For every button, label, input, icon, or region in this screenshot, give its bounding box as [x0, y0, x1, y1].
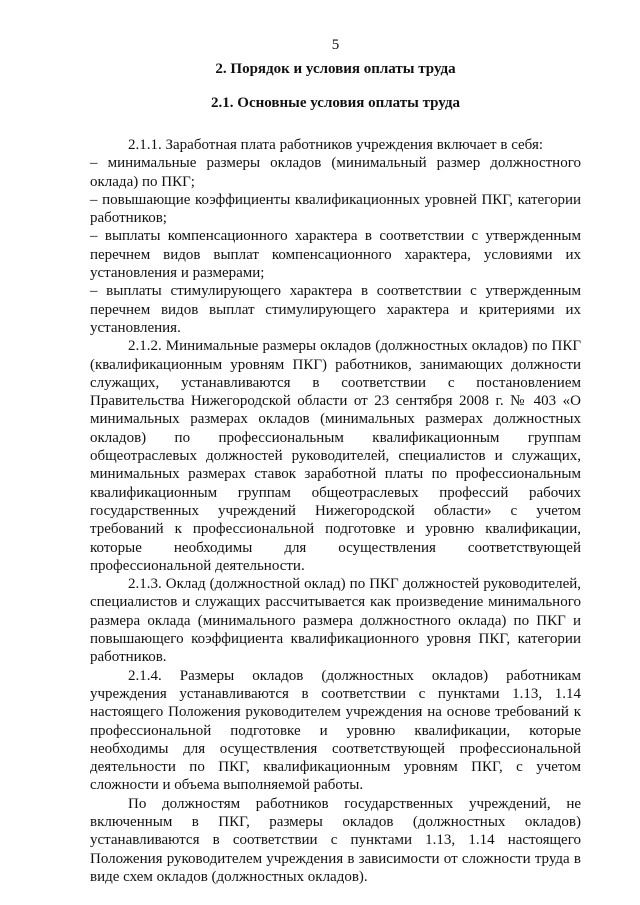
page-number: 5 — [331, 37, 340, 53]
paragraph-2-1-3: 2.1.3. Оклад (должностной оклад) по ПКГ должностей руководителей, специалистов и служащих рассчитывается как произведение минимального размера оклада (минимального размера должностного оклада) по ПКГ и повышающего коэффициента квалификационного уровня ПКГ, категории работников. — [90, 576, 581, 666]
list-item-minimal-salaries: – минимальные размеры окладов (минимальный размер должностного оклада) по ПКГ; — [90, 155, 581, 190]
paragraph-non-pkg-positions: По должностям работников государственных учреждений, не включенным в ПКГ, размеры окладов (должностных окладов) устанавливаются в соответствии с пунктами 1.13, 1.14 настоящего Положения руководителем учреждения в зависимости от сложности труда в виде схем окладов (должностных окладов). — [90, 795, 581, 885]
list-item-coefficients: – повышающие коэффициенты квалификационных уровней ПКГ, категории работников; — [90, 191, 581, 227]
document-page — [90, 36, 581, 886]
list-item-compensation-payments: – выплаты компенсационного характера в соответствии с утвержденным перечнем видов выплат компенсационного характера, условиями их установления и размерами; — [90, 228, 581, 282]
list-item-incentive-payments: – выплаты стимулирующего характера в соответствии с утвержденным перечнем видов выплат стимулирующего характера и критериями их установления. — [90, 283, 581, 336]
subsection-title: 2.1. Основные условия оплаты труда — [211, 95, 460, 111]
paragraph-2-1-1: 2.1.1. Заработная плата работников учреждения включает в себя: — [128, 137, 544, 153]
section-title: 2. Порядок и условия оплаты труда — [215, 61, 456, 77]
paragraph-2-1-2: 2.1.2. Минимальные размеры окладов (должностных окладов) по ПКГ (квалификационным уровням ПКГ) работников, занимающих должности служащих, устанавливаются в соответствии с постановлением Правительства Нижегородской области от 23 сентября 2008 г. № 403 «О минимальных размерах окладов (минимальных размерах должностных окладов) по профессиональным квалификационным группам общеотраслевых должностей руководителей, специалистов и служащих, минимальных размерах ставок заработной платы по профессиональным квалификационным группам общеотраслевых профессий рабочих государственных учреждений Нижегородской области» с учетом требований к профессиональной подготовке и уровню квалификации, которые необходимы для осуществления соответствующей профессиональной деятельности. — [90, 338, 581, 574]
paragraph-2-1-4: 2.1.4. Размеры окладов (должностных окладов) работникам учреждения устанавливаются в соответствии с пунктами 1.13, 1.14 настоящего Положения руководителем учреждения на основе требований к профессиональной подготовке и уровню квалификации, которые необходимы для осуществления соответствующей профессиональной деятельности по ПКГ, квалификационным уровням ПКГ, с учетом сложности и объема выполняемой работы. — [90, 667, 581, 794]
